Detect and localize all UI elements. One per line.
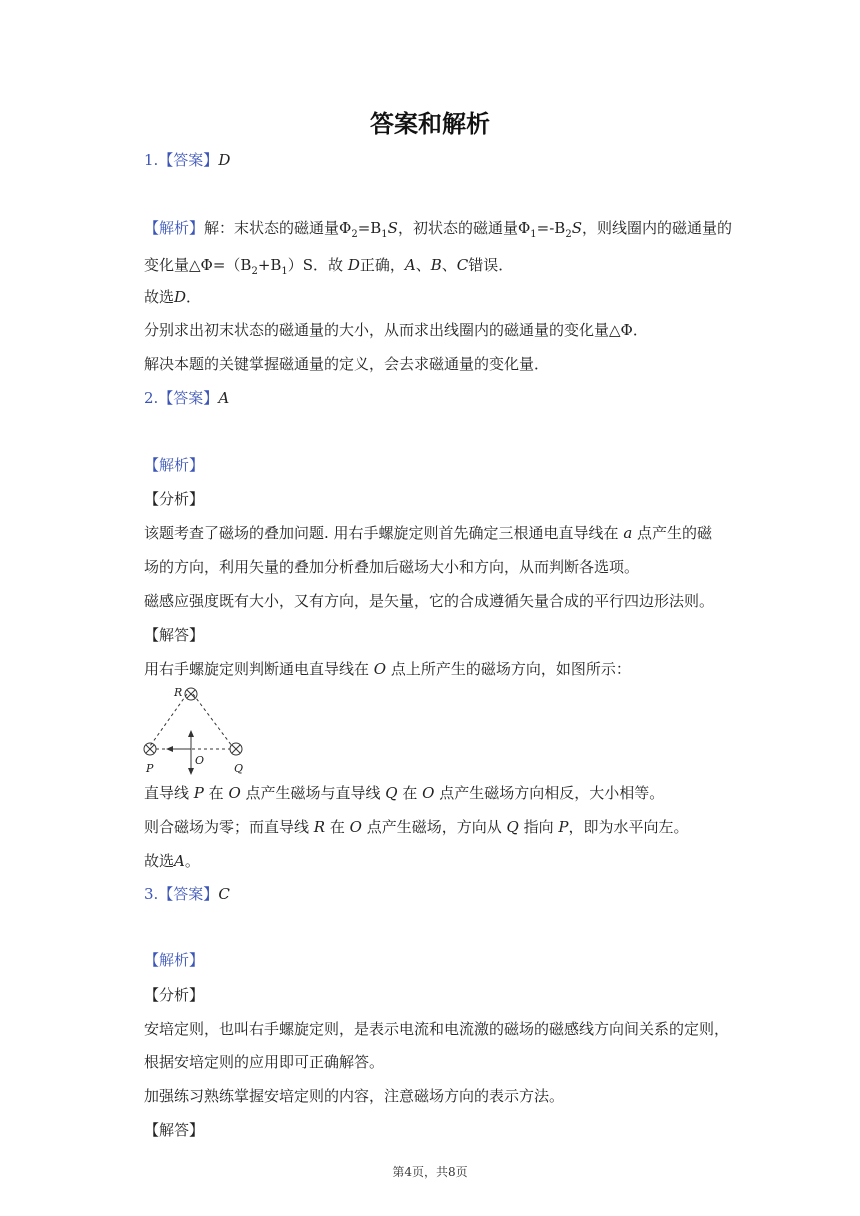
answer-tag: 3.【答案】 — [144, 885, 219, 903]
answer-value: A — [218, 389, 230, 407]
q3-jieda-tag: 【解答】 — [144, 1121, 205, 1139]
q3-text-line-1: 安培定则，也叫右手螺旋定则，是表示电流和电流激的磁场的磁感线方向间关系的定则， — [144, 1020, 730, 1038]
q3-analysis-tag: 【解析】 — [144, 951, 205, 969]
q2-text-line-2: 场的方向，利用矢量的叠加分析叠加后磁场大小和方向，从而判断各选项。 — [144, 558, 640, 576]
q2-text-line-6: 则合磁场为零；而直导线 R 在 O 点产生磁场，方向从 Q 指向 P，即为水平向左。 — [144, 818, 689, 836]
segment-rq — [193, 694, 232, 746]
q2-answer-line — [144, 388, 724, 408]
answer-tag: 2.【答案】 — [144, 389, 219, 407]
page-title: 答案和解析 — [370, 109, 490, 138]
q2-jieda-tag: 【解答】 — [144, 626, 205, 644]
segment-rp — [150, 694, 187, 746]
q3-text-line-2: 根据安培定则的应用即可正确解答。 — [144, 1053, 385, 1071]
q2-text-line-7: 故选A。 — [144, 852, 200, 870]
label-o: O — [195, 754, 205, 767]
q1-comment-line: 解决本题的关键掌握磁通量的定义，会去求磁通量的变化量． — [144, 355, 550, 373]
q1-method-line: 分别求出初末状态的磁通量的大小，从而求出线圈内的磁通量的变化量△Φ． — [144, 321, 648, 339]
magnetic-field-figure — [140, 684, 260, 776]
q1-analysis-line-1: 【解析】解：末状态的磁通量$\Phi_2=B_1S$，初状态的磁通量$\Phi_1=-B_2S$，则线圈内的磁通量的 — [144, 219, 732, 240]
q2-analysis-tag: 【解析】 — [144, 456, 205, 474]
label-p: P — [146, 762, 154, 775]
q3-fenxi-tag: 【分析】 — [144, 986, 205, 1004]
answer-value: D — [218, 151, 231, 169]
q2-text-line-3: 磁感应强度既有大小，又有方向，是矢量，它的合成遵循矢量合成的平行四边形法则。 — [144, 592, 715, 610]
analysis-tag: 【解析】 — [144, 219, 205, 237]
answer-value: C — [218, 885, 230, 903]
q3-answer-line — [144, 884, 724, 904]
q3-text-line-3: 加强练习熟练掌握安培定则的内容，注意磁场方向的表示方法。 — [144, 1087, 565, 1105]
label-q: Q — [234, 762, 244, 775]
page-footer: 第4页，共8页 — [392, 1165, 468, 1179]
answer-tag: 1.【答案】 — [144, 151, 219, 169]
q2-text-line-5: 直导线 P 在 O 点产生磁场与直导线 Q 在 O 点产生磁场方向相反，大小相等。 — [144, 784, 665, 802]
q1-choose-line: 故选D． — [144, 288, 202, 306]
q2-fenxi-tag: 【分析】 — [144, 490, 205, 508]
q2-text-line-4: 用右手螺旋定则判断通电直导线在 O 点上所产生的磁场方向，如图所示： — [144, 660, 631, 678]
q2-text-line-1: 该题考查了磁场的叠加问题. 用右手螺旋定则首先确定三根通电直导线在 a 点产生的磁 — [144, 524, 713, 542]
label-r: R — [174, 686, 183, 699]
q1-answer-line — [144, 150, 724, 170]
q1-analysis-line-2: 变化量$\triangle\Phi=(B_2+B_1)S$．故 D正确，A、B、C错误． — [144, 256, 514, 277]
